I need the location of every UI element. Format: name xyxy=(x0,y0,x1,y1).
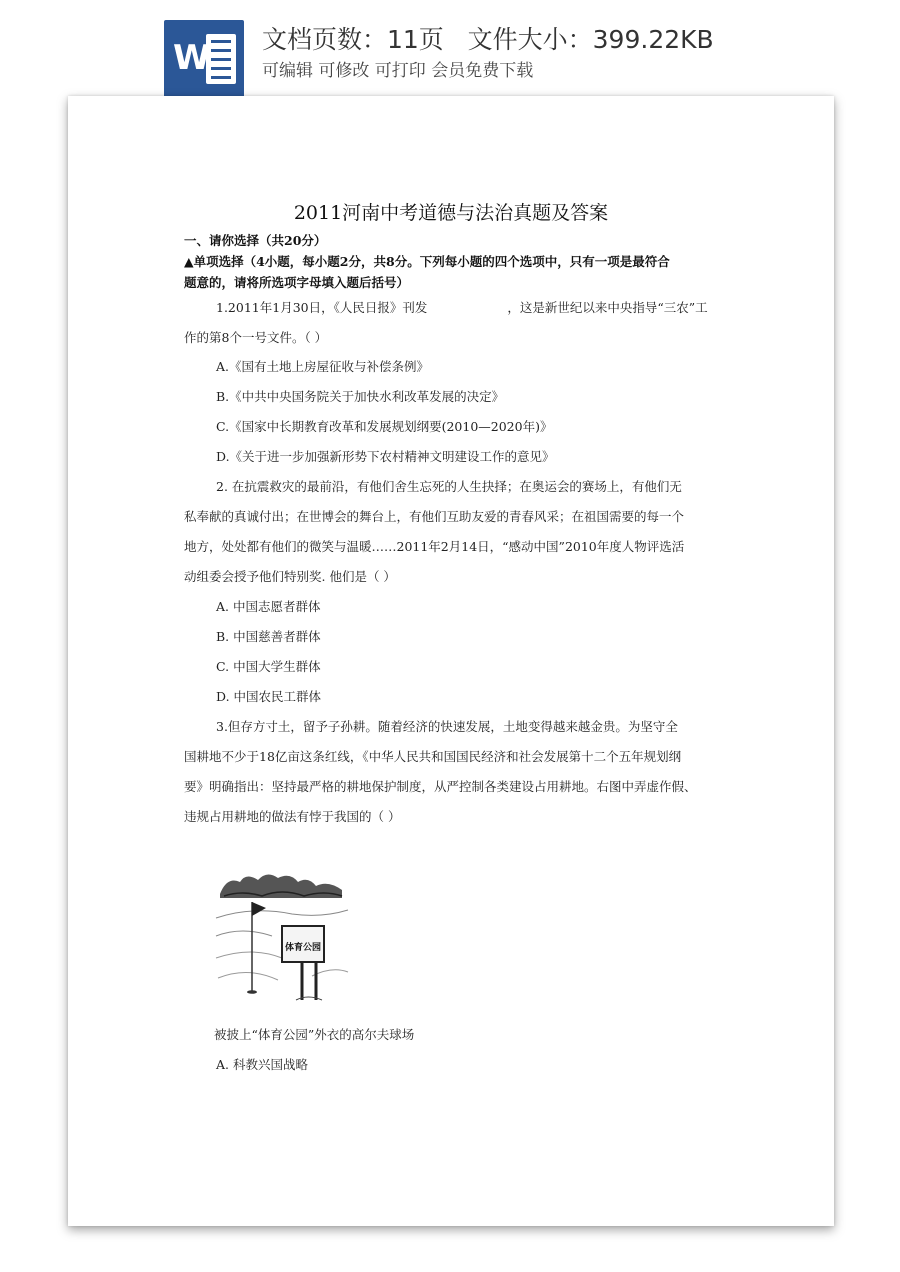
instruction-line: 题意的，请将所选项字母填入题后括号） xyxy=(184,275,410,290)
question-3-option: A. 科教兴国战略 xyxy=(216,1057,308,1072)
section-heading: 一、请你选择（共20分） xyxy=(184,233,327,248)
question-2-text: 动组委会授予他们特别奖. 他们是（ ） xyxy=(184,569,396,584)
question-3-text: 3.但存方寸土，留予子孙耕。随着经济的快速发展，土地变得越来越金贵。为坚守全 xyxy=(216,719,678,734)
download-banner xyxy=(0,0,900,100)
word-icon xyxy=(164,20,244,98)
question-2-option: B. 中国慈善者群体 xyxy=(216,629,321,644)
question-1-text: 作的第8个一号文件。（ ） xyxy=(184,330,328,345)
page-title: 2011河南中考道德与法治真题及答案 xyxy=(293,202,609,224)
figure-caption: 被披上“体育公园”外衣的高尔夫球场 xyxy=(214,1027,415,1042)
question-2-option: C. 中国大学生群体 xyxy=(216,659,321,674)
question-1-option: A.《国有土地上房屋征收与补偿条例》 xyxy=(216,359,430,374)
instruction-line: ▲单项选择（4小题，每小题2分，共8分。下列每小题的四个选项中，只有一项是最符合 xyxy=(184,254,670,269)
question-1-option: B.《中共中央国务院关于加快水利改革发展的决定》 xyxy=(216,389,505,404)
golf-course-illustration xyxy=(212,866,352,1006)
question-2-text: 2. 在抗震救灾的最前沿，有他们舍生忘死的人生抉择；在奥运会的赛场上，有他们无 xyxy=(216,479,682,494)
question-2-text: 地方，处处都有他们的微笑与温暖……2011年2月14日，“感动中国”2010年度人物评选活 xyxy=(184,539,685,554)
question-1-option: C.《国家中长期教育改革和发展规划纲要(2010—2020年)》 xyxy=(216,419,553,434)
question-2-text: 私奉献的真诚付出；在世博会的舞台上，有他们互助友爱的青春风采；在祖国需要的每一个 xyxy=(184,509,685,524)
question-3-text: 国耕地不少于18亿亩这条红线，《中华人民共和国国民经济和社会发展第十二个五年规划纲 xyxy=(184,749,682,764)
sign-text: 体育公园 xyxy=(284,943,322,953)
doc-stats: 文档页数：11页 文件大小：399.22KB xyxy=(262,25,714,54)
question-1-option: D.《关于进一步加强新形势下农村精神文明建设工作的意见》 xyxy=(216,449,555,464)
question-3-text: 违规占用耕地的做法有悖于我国的（ ） xyxy=(184,809,401,824)
doc-features: 可编辑 可修改 可打印 会员免费下载 xyxy=(262,61,534,81)
word-icon-letter: W xyxy=(173,38,211,78)
question-1-text: 1.2011年1月30日，《人民日报》刊发 ，这是新世纪以来中央指导“三农”工 xyxy=(216,300,708,315)
document-page xyxy=(68,96,834,1226)
question-2-option: D. 中国农民工群体 xyxy=(216,689,322,704)
question-2-option: A. 中国志愿者群体 xyxy=(216,599,321,614)
question-3-text: 要》明确指出：坚持最严格的耕地保护制度，从严控制各类建设占用耕地。右图中弄虚作假、 xyxy=(184,779,697,794)
